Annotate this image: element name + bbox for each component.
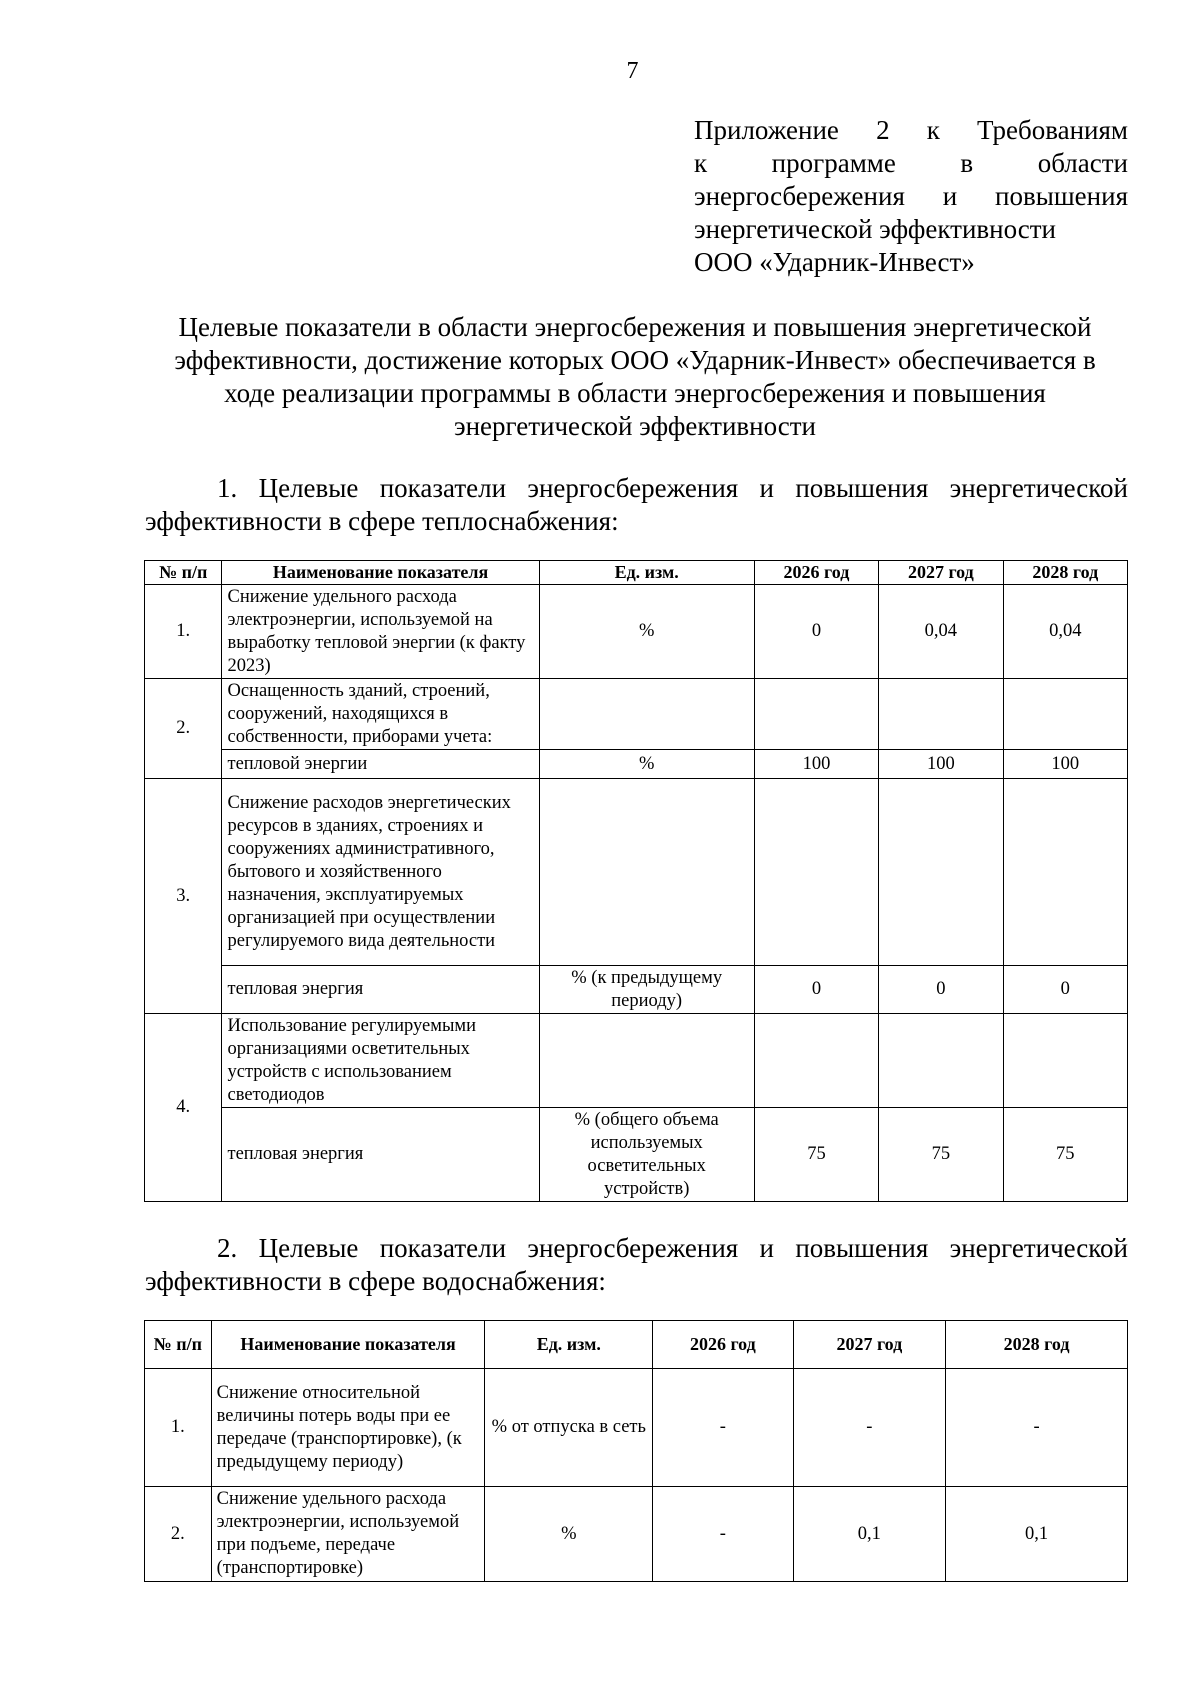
table-header-row	[145, 561, 1128, 585]
empty-cell	[754, 1014, 878, 1108]
value-2028: 75	[1003, 1108, 1127, 1202]
indicator-subname: тепловая энергия	[222, 1108, 539, 1202]
empty-cell	[539, 779, 754, 966]
row-number: 1.	[145, 585, 222, 679]
value-2027: -	[793, 1369, 946, 1487]
indicator-name: Снижение удельного расхода электроэнергии, используемой на выработку тепловой энергии (к факту 2023)	[222, 585, 539, 679]
empty-cell	[879, 679, 1003, 750]
value-2026: -	[653, 1369, 793, 1487]
value-2027: 75	[879, 1108, 1003, 1202]
unit: %	[485, 1487, 653, 1582]
section-heading-line: 2. Целевые показатели энергосбережения и повышения энергетической	[217, 1233, 1128, 1263]
title-line: ходе реализации программы в области энергосбережения и повышения	[224, 378, 1046, 408]
table-header-row	[145, 1321, 1128, 1369]
empty-cell	[1003, 1014, 1127, 1108]
table-subrow	[145, 1108, 1128, 1202]
section-heading-heat-supply	[145, 472, 1128, 538]
value-2027: 0	[879, 966, 1003, 1014]
page-number: 7	[626, 58, 639, 84]
value-2026: 0	[754, 585, 878, 679]
indicator-subname: тепловой энергии	[222, 750, 539, 779]
empty-cell	[539, 1014, 754, 1108]
row-number: 3.	[145, 779, 222, 1014]
section-heading-line: 1. Целевые показатели энергосбережения и повышения энергетической	[217, 473, 1128, 503]
value-2028: 0	[1003, 966, 1127, 1014]
indicator-name: Использование регулируемыми организациями осветительных устройств с использованием светодиодов	[222, 1014, 539, 1108]
value-2027: 0,1	[793, 1487, 946, 1582]
unit: % (общего объема используемых осветительных устройств)	[539, 1108, 754, 1202]
column-header: 2026 год	[653, 1321, 793, 1369]
water-supply-table	[144, 1320, 1128, 1582]
indicator-name: Снижение расходов энергетических ресурсов в зданиях, строениях и сооружениях административного, бытового и хозяйственного назначения, эксплуатируемых организацией при осуществлении регулируемого вида деятельности	[222, 779, 539, 966]
empty-cell	[879, 779, 1003, 966]
column-header: 2026 год	[754, 561, 878, 585]
row-number: 4.	[145, 1014, 222, 1202]
table-row	[145, 779, 1128, 966]
table-subrow	[145, 966, 1128, 1014]
value-2028: 0,04	[1003, 585, 1127, 679]
row-number: 2.	[145, 679, 222, 779]
column-header: 2028 год	[1003, 561, 1127, 585]
empty-cell	[754, 779, 878, 966]
empty-cell	[754, 679, 878, 750]
value-2028: 100	[1003, 750, 1127, 779]
section-heading-line: эффективности в сфере теплоснабжения:	[145, 506, 619, 536]
value-2028: -	[946, 1369, 1128, 1487]
table-subrow	[145, 750, 1128, 779]
value-2026: 0	[754, 966, 878, 1014]
indicator-subname: тепловая энергия	[222, 966, 539, 1014]
title-line: эффективности, достижение которых ООО «Ударник-Инвест» обеспечивается в	[174, 345, 1096, 375]
column-header: Наименование показателя	[211, 1321, 485, 1369]
value-2026: -	[653, 1487, 793, 1582]
empty-cell	[539, 679, 754, 750]
value-2026: 100	[754, 750, 878, 779]
unit: % от отпуска в сеть	[485, 1369, 653, 1487]
appendix-reference	[694, 114, 1128, 279]
document-title	[140, 311, 1130, 443]
row-number: 2.	[145, 1487, 212, 1582]
column-header: Наименование показателя	[222, 561, 539, 585]
appendix-line: энергетической эффективности	[694, 214, 1056, 244]
column-header: Ед. изм.	[539, 561, 754, 585]
value-2027: 0,04	[879, 585, 1003, 679]
value-2027: 100	[879, 750, 1003, 779]
appendix-line: к программе в области	[694, 148, 1128, 178]
empty-cell	[1003, 679, 1127, 750]
section-heading-line: эффективности в сфере водоснабжения:	[145, 1266, 606, 1296]
heat-supply-table	[144, 560, 1128, 1202]
title-line: энергетической эффективности	[454, 411, 816, 441]
table-row	[145, 1014, 1128, 1108]
empty-cell	[1003, 779, 1127, 966]
empty-cell	[879, 1014, 1003, 1108]
unit: % (к предыдущему периоду)	[539, 966, 754, 1014]
value-2028: 0,1	[946, 1487, 1128, 1582]
column-header: 2027 год	[793, 1321, 946, 1369]
table-row	[145, 585, 1128, 679]
column-header: № п/п	[145, 561, 222, 585]
unit: %	[539, 585, 754, 679]
title-line: Целевые показатели в области энергосбережения и повышения энергетической	[178, 312, 1092, 342]
appendix-line: энергосбережения и повышения	[694, 181, 1128, 211]
indicator-name: Оснащенность зданий, строений, сооружений, находящихся в собственности, приборами учета:	[222, 679, 539, 750]
row-number: 1.	[145, 1369, 212, 1487]
column-header: Ед. изм.	[485, 1321, 653, 1369]
section-heading-water-supply	[145, 1232, 1128, 1298]
indicator-name: Снижение удельного расхода электроэнергии, используемой при подъеме, передаче (транспортировке)	[211, 1487, 485, 1582]
column-header: 2027 год	[879, 561, 1003, 585]
column-header: 2028 год	[946, 1321, 1128, 1369]
appendix-line: ООО «Ударник-Инвест»	[694, 247, 975, 277]
value-2026: 75	[754, 1108, 878, 1202]
table-row	[145, 679, 1128, 750]
table-row	[145, 1487, 1128, 1582]
table-row	[145, 1369, 1128, 1487]
unit: %	[539, 750, 754, 779]
column-header: № п/п	[145, 1321, 212, 1369]
appendix-line: Приложение 2 к Требованиям	[694, 115, 1128, 145]
indicator-name: Снижение относительной величины потерь воды при ее передаче (транспортировке), (к предыдущему периоду)	[211, 1369, 485, 1487]
